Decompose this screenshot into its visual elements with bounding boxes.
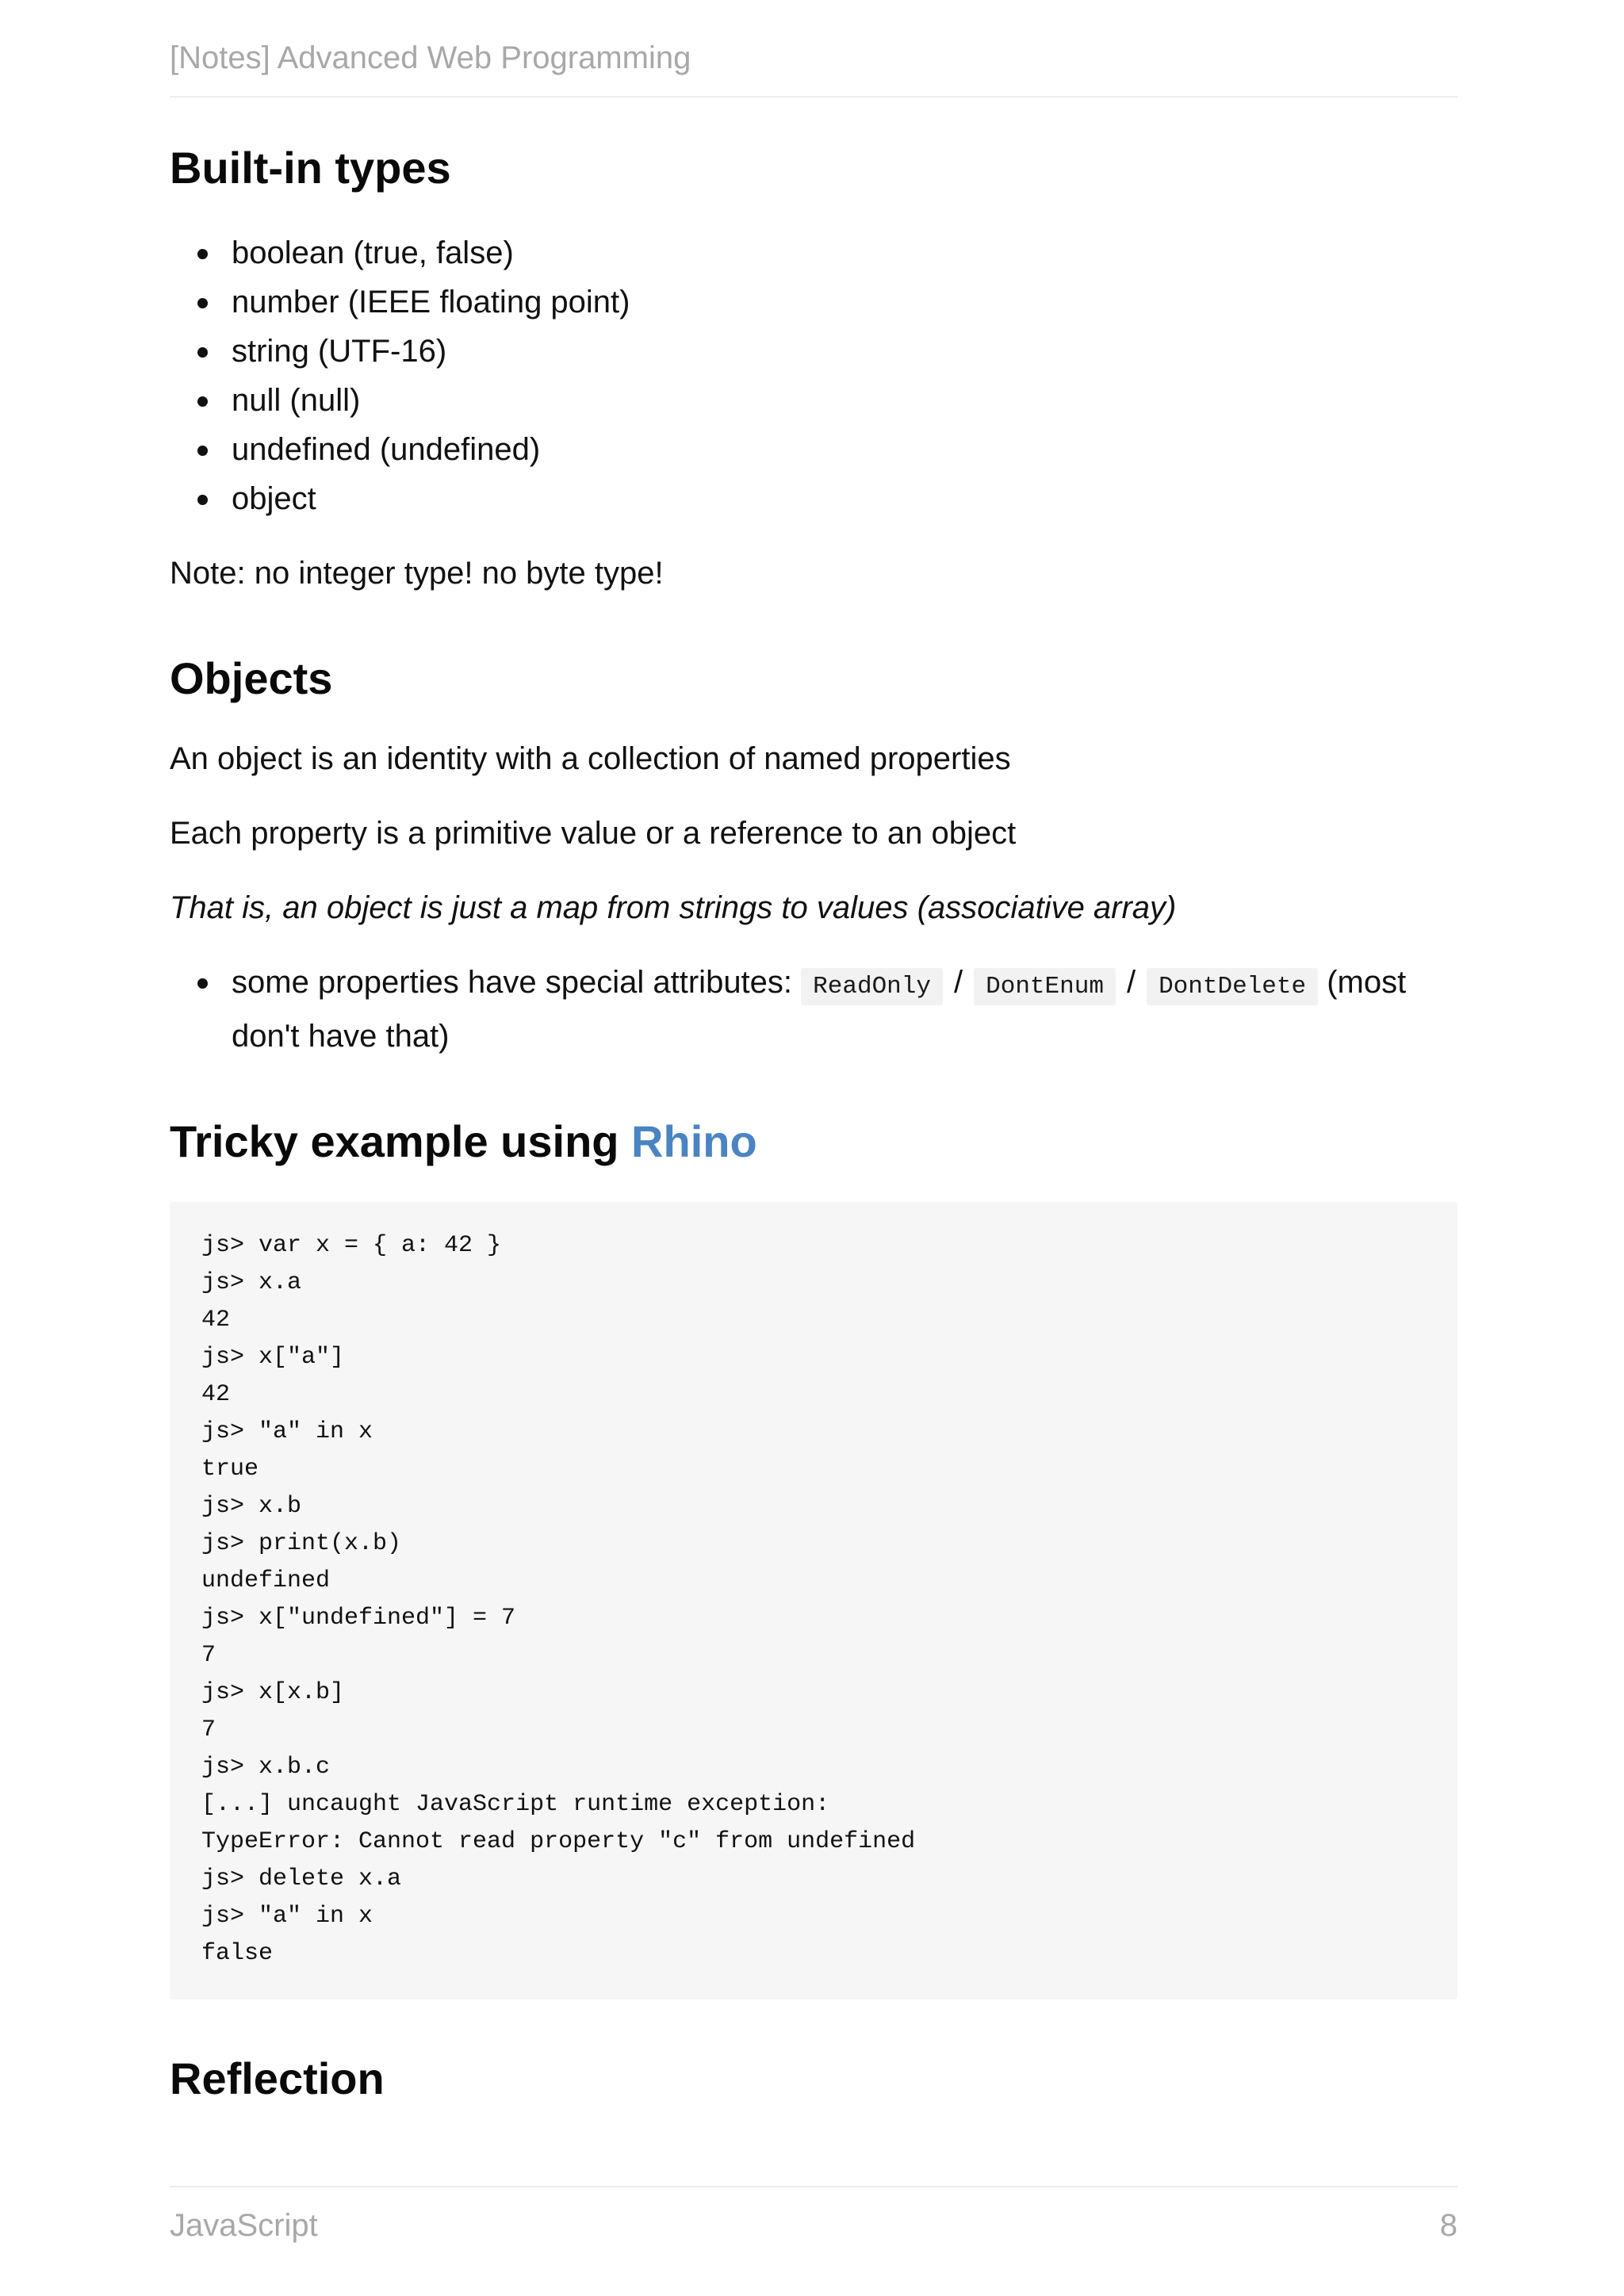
code-line: [...] uncaught JavaScript runtime exception: (201, 1791, 830, 1818)
list-item: number (IEEE floating point) (170, 277, 1457, 327)
code-line: js> x[x.b] (201, 1679, 345, 1706)
footer-divider (170, 2186, 1457, 2187)
separator: / (953, 965, 963, 1000)
page-number: 8 (1439, 2208, 1457, 2243)
code-readonly: ReadOnly (801, 968, 943, 1005)
document-page (170, 0, 1457, 2296)
bullet-suffix-continued: don't have that) (232, 1019, 450, 1054)
bullet-prefix: some properties have special attributes: (232, 965, 793, 1000)
code-line: undefined (201, 1567, 331, 1594)
objects-paragraph-1: An object is an identity with a collection of named properties (170, 741, 1011, 776)
code-dontdelete: DontDelete (1147, 968, 1318, 1005)
objects-paragraph-2: Each property is a primitive value or a reference to an object (170, 816, 1017, 851)
code-line: js> x.b.c (201, 1754, 331, 1781)
code-line: TypeError: Cannot read property "c" from undefined (201, 1828, 916, 1855)
code-line: js> delete x.a (201, 1866, 402, 1892)
code-block (170, 1202, 1457, 1999)
note-paragraph: Note: no integer type! no byte type! (170, 556, 664, 591)
rhino-link[interactable]: Rhino (631, 1116, 757, 1166)
heading-objects: Objects (170, 653, 333, 703)
code-line: 42 (201, 1381, 231, 1408)
heading-tricky-example (170, 1113, 1457, 1170)
list-item: undefined (undefined) (170, 425, 1457, 474)
code-line: false (201, 1940, 274, 1967)
list-item-special-attributes (170, 958, 1457, 1061)
running-header: [Notes] Advanced Web Programming (170, 40, 691, 75)
code-line: js> "a" in x (201, 1418, 373, 1445)
list-item: null (null) (170, 376, 1457, 425)
separator: / (1126, 965, 1136, 1000)
list-item: object (170, 474, 1457, 523)
list-item: string (UTF-16) (170, 327, 1457, 376)
header-divider (170, 96, 1457, 98)
code-dontenum: DontEnum (974, 968, 1116, 1005)
objects-paragraph-3: That is, an object is just a map from strings to values (associative array) (170, 890, 1177, 925)
heading-built-in-types: Built-in types (170, 143, 451, 193)
code-line: 7 (201, 1716, 216, 1743)
heading-tricky-text: Tricky example using (170, 1116, 619, 1166)
page-content (170, 140, 1457, 2107)
code-line: 42 (201, 1307, 231, 1334)
heading-reflection: Reflection (170, 2053, 385, 2103)
code-line: js> x["a"] (201, 1344, 345, 1371)
code-line: true (201, 1456, 259, 1483)
code-line: js> x.b (201, 1493, 302, 1520)
footer-title: JavaScript (170, 2208, 318, 2243)
objects-list (170, 958, 1457, 1061)
code-line: js> x.a (201, 1269, 302, 1296)
code-line: js> "a" in x (201, 1903, 373, 1930)
code-line: js> x["undefined"] = 7 (201, 1605, 516, 1632)
list-item: boolean (true, false) (170, 228, 1457, 277)
code-line: 7 (201, 1642, 216, 1669)
code-line: js> print(x.b) (201, 1530, 402, 1557)
bullet-suffix: (most (1327, 965, 1407, 1000)
code-line: js> var x = { a: 42 } (201, 1232, 502, 1259)
built-in-types-list (170, 228, 1457, 523)
